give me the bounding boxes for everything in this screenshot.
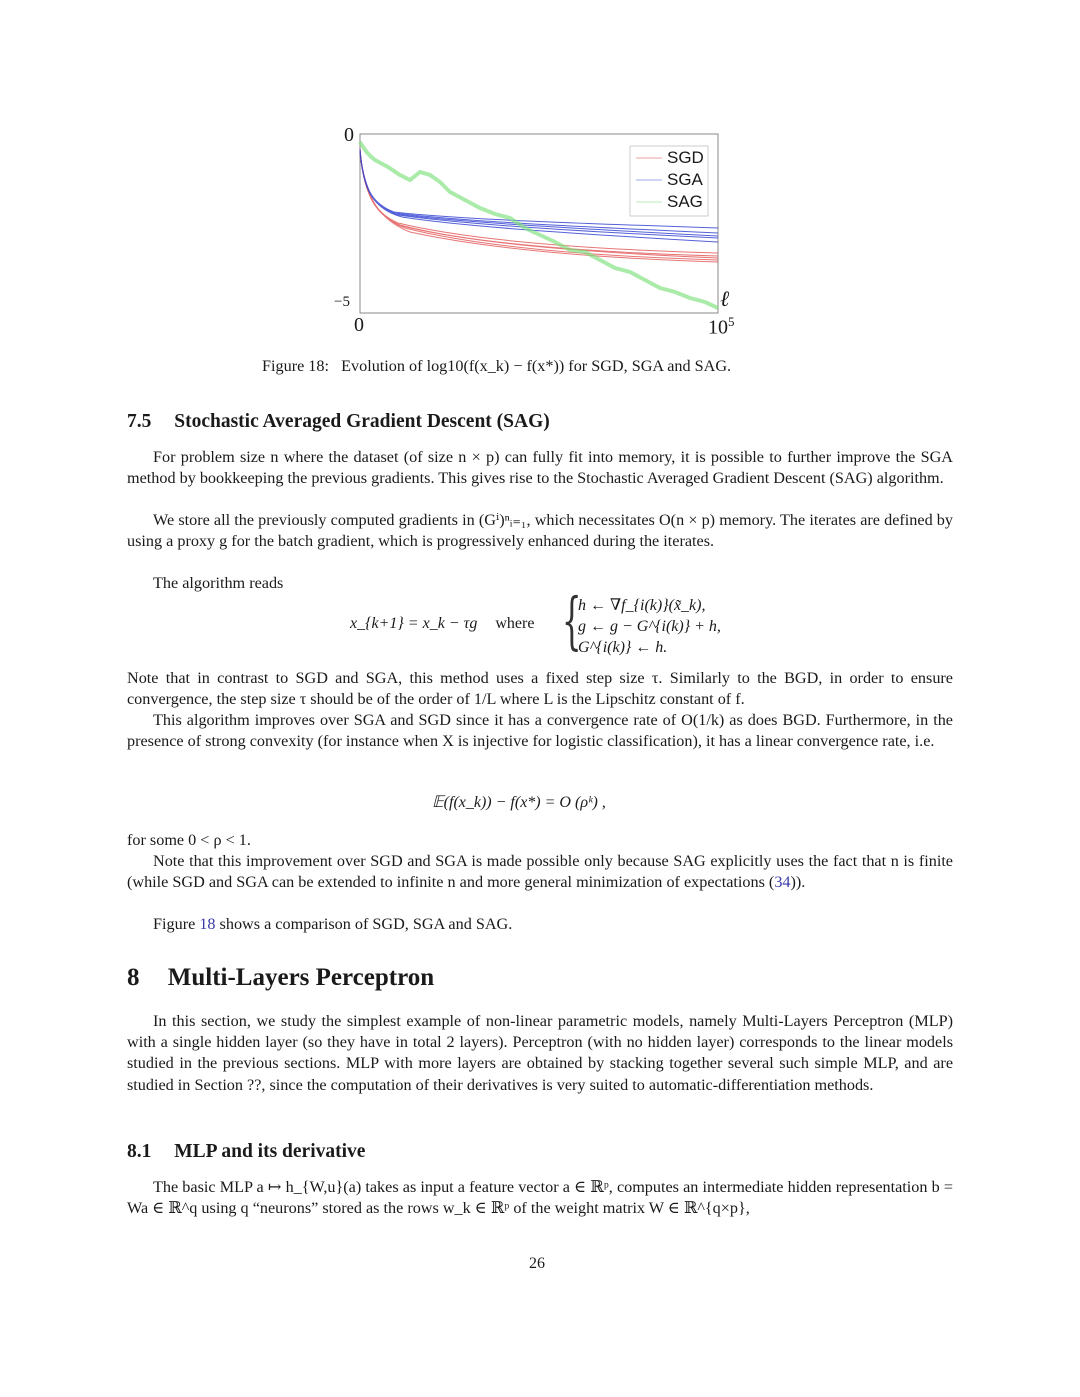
text: shows a comparison of SGD, SGA and SAG. xyxy=(215,915,513,933)
section-number: 8 xyxy=(127,964,140,991)
equation-ref-link[interactable]: 34 xyxy=(774,873,791,892)
paragraph: This algorithm improves over SGA and SGD since it has a convergence rate of O(1/k) as does BGD. Furthermore, in the presence of strong convexity (for instance when X is injective for logistic classification), it has a linear convergence rate, i.e. xyxy=(127,711,953,751)
section-number: 7.5 xyxy=(127,411,152,432)
equation-where: where xyxy=(495,615,535,632)
section-title: Stochastic Averaged Gradient Descent (SAG) xyxy=(174,411,550,432)
paragraph: In this section, we study the simplest example of non-linear parametric models, namely Multi-Layers Perceptron (MLP) with a single hidden layer (so they have in total 2 layers). Perceptron (with no hidden layer) corresponds to the linear models studied in the previous sections. MLP with more layers are obtained by stacking together several such simple MLP, and are studied in Section ??, since the computation of their derivatives is very suited to automatic-differentiation methods. xyxy=(127,1012,953,1094)
text: Note that this improvement over SGD and SGA is made possible only because SAG explicitly uses the fact that n is finite (while SGD and SGA can be extended to infinite n and more general minimization of expectations ( xyxy=(127,852,953,892)
paragraph: The algorithm reads xyxy=(153,574,284,592)
equation-brace: { xyxy=(561,584,582,657)
section-number: 8.1 xyxy=(127,1141,152,1162)
algorithm-equation xyxy=(350,615,534,633)
paragraph xyxy=(127,851,953,893)
paragraph: For problem size n where the dataset (of size n × p) can fully fit into memory, it is possible to further improve the SGA method by bookkeeping the previous gradients. This gives rise to the Stochastic Averaged Gradient Descent (SAG) algorithm. xyxy=(127,448,953,488)
x-axis-right-label: $10^5$ xyxy=(708,314,735,339)
section-8-heading xyxy=(127,964,434,992)
legend-label-sag: SAG xyxy=(667,192,703,211)
case-line: h ← ∇f_{i(k)}(x̃_k), xyxy=(578,597,706,614)
page-number: 26 xyxy=(529,1255,545,1272)
caption-text: Evolution of log10(f(x_k) − f(x*)) for SGD, SGA and SAG. xyxy=(341,357,732,375)
equation-cases xyxy=(578,595,721,658)
caption-prefix: Figure 18: xyxy=(262,357,329,375)
y-axis-top-label: 0 xyxy=(344,124,354,146)
convergence-equation: 𝔼(f(x_k)) − f(x*) = O (ρᵏ) , xyxy=(432,794,606,811)
paragraph: The basic MLP a ↦ h_{W,u}(a) takes as input a feature vector a ∈ ℝᵖ, computes an intermediate hidden representation b = Wa ∈ ℝ^q using q “neurons” stored as the rows w_k ∈ ℝᵖ of the weight matrix W ∈ ℝ^{q×p}, xyxy=(127,1178,953,1218)
x-axis-left-label: 0 xyxy=(354,314,364,336)
text: Figure xyxy=(153,915,200,933)
section-8-1-heading xyxy=(127,1141,365,1163)
y-axis-bottom-label: −5 xyxy=(334,294,350,310)
paragraph: We store all the previously computed gradients in (Gⁱ)ⁿᵢ₌₁, which necessitates O(n × p) memory. The iterates are defined by using a proxy g for the batch gradient, which is progressively enhanced during the iterates. xyxy=(127,511,953,551)
legend-label-sga: SGA xyxy=(667,170,703,189)
case-line: G^{i(k)} ← h. xyxy=(578,639,668,656)
text: )). xyxy=(790,873,806,892)
equation-lhs: x_{k+1} = x_k − τg xyxy=(350,615,478,632)
section-7-5-heading xyxy=(127,411,550,433)
paragraph xyxy=(127,914,953,935)
figure-caption xyxy=(262,357,731,376)
paragraph: for some 0 < ρ < 1. xyxy=(127,831,251,849)
figure-ref-link[interactable]: 18 xyxy=(199,915,216,933)
case-line: g ← g − G^{i(k)} + h, xyxy=(578,618,721,635)
legend-label-sgd: SGD xyxy=(667,148,704,167)
x-axis-symbol: ℓ xyxy=(720,286,730,311)
paragraph: Note that in contrast to SGD and SGA, this method uses a fixed step size τ. Similarly to the BGD, in order to ensure convergence, the step size τ should be of the order of 1/L where L is the Lipschitz constant of f. xyxy=(127,669,953,709)
section-title: MLP and its derivative xyxy=(174,1141,366,1162)
section-title: Multi-Layers Perceptron xyxy=(167,964,435,991)
figure-18 xyxy=(330,120,750,340)
